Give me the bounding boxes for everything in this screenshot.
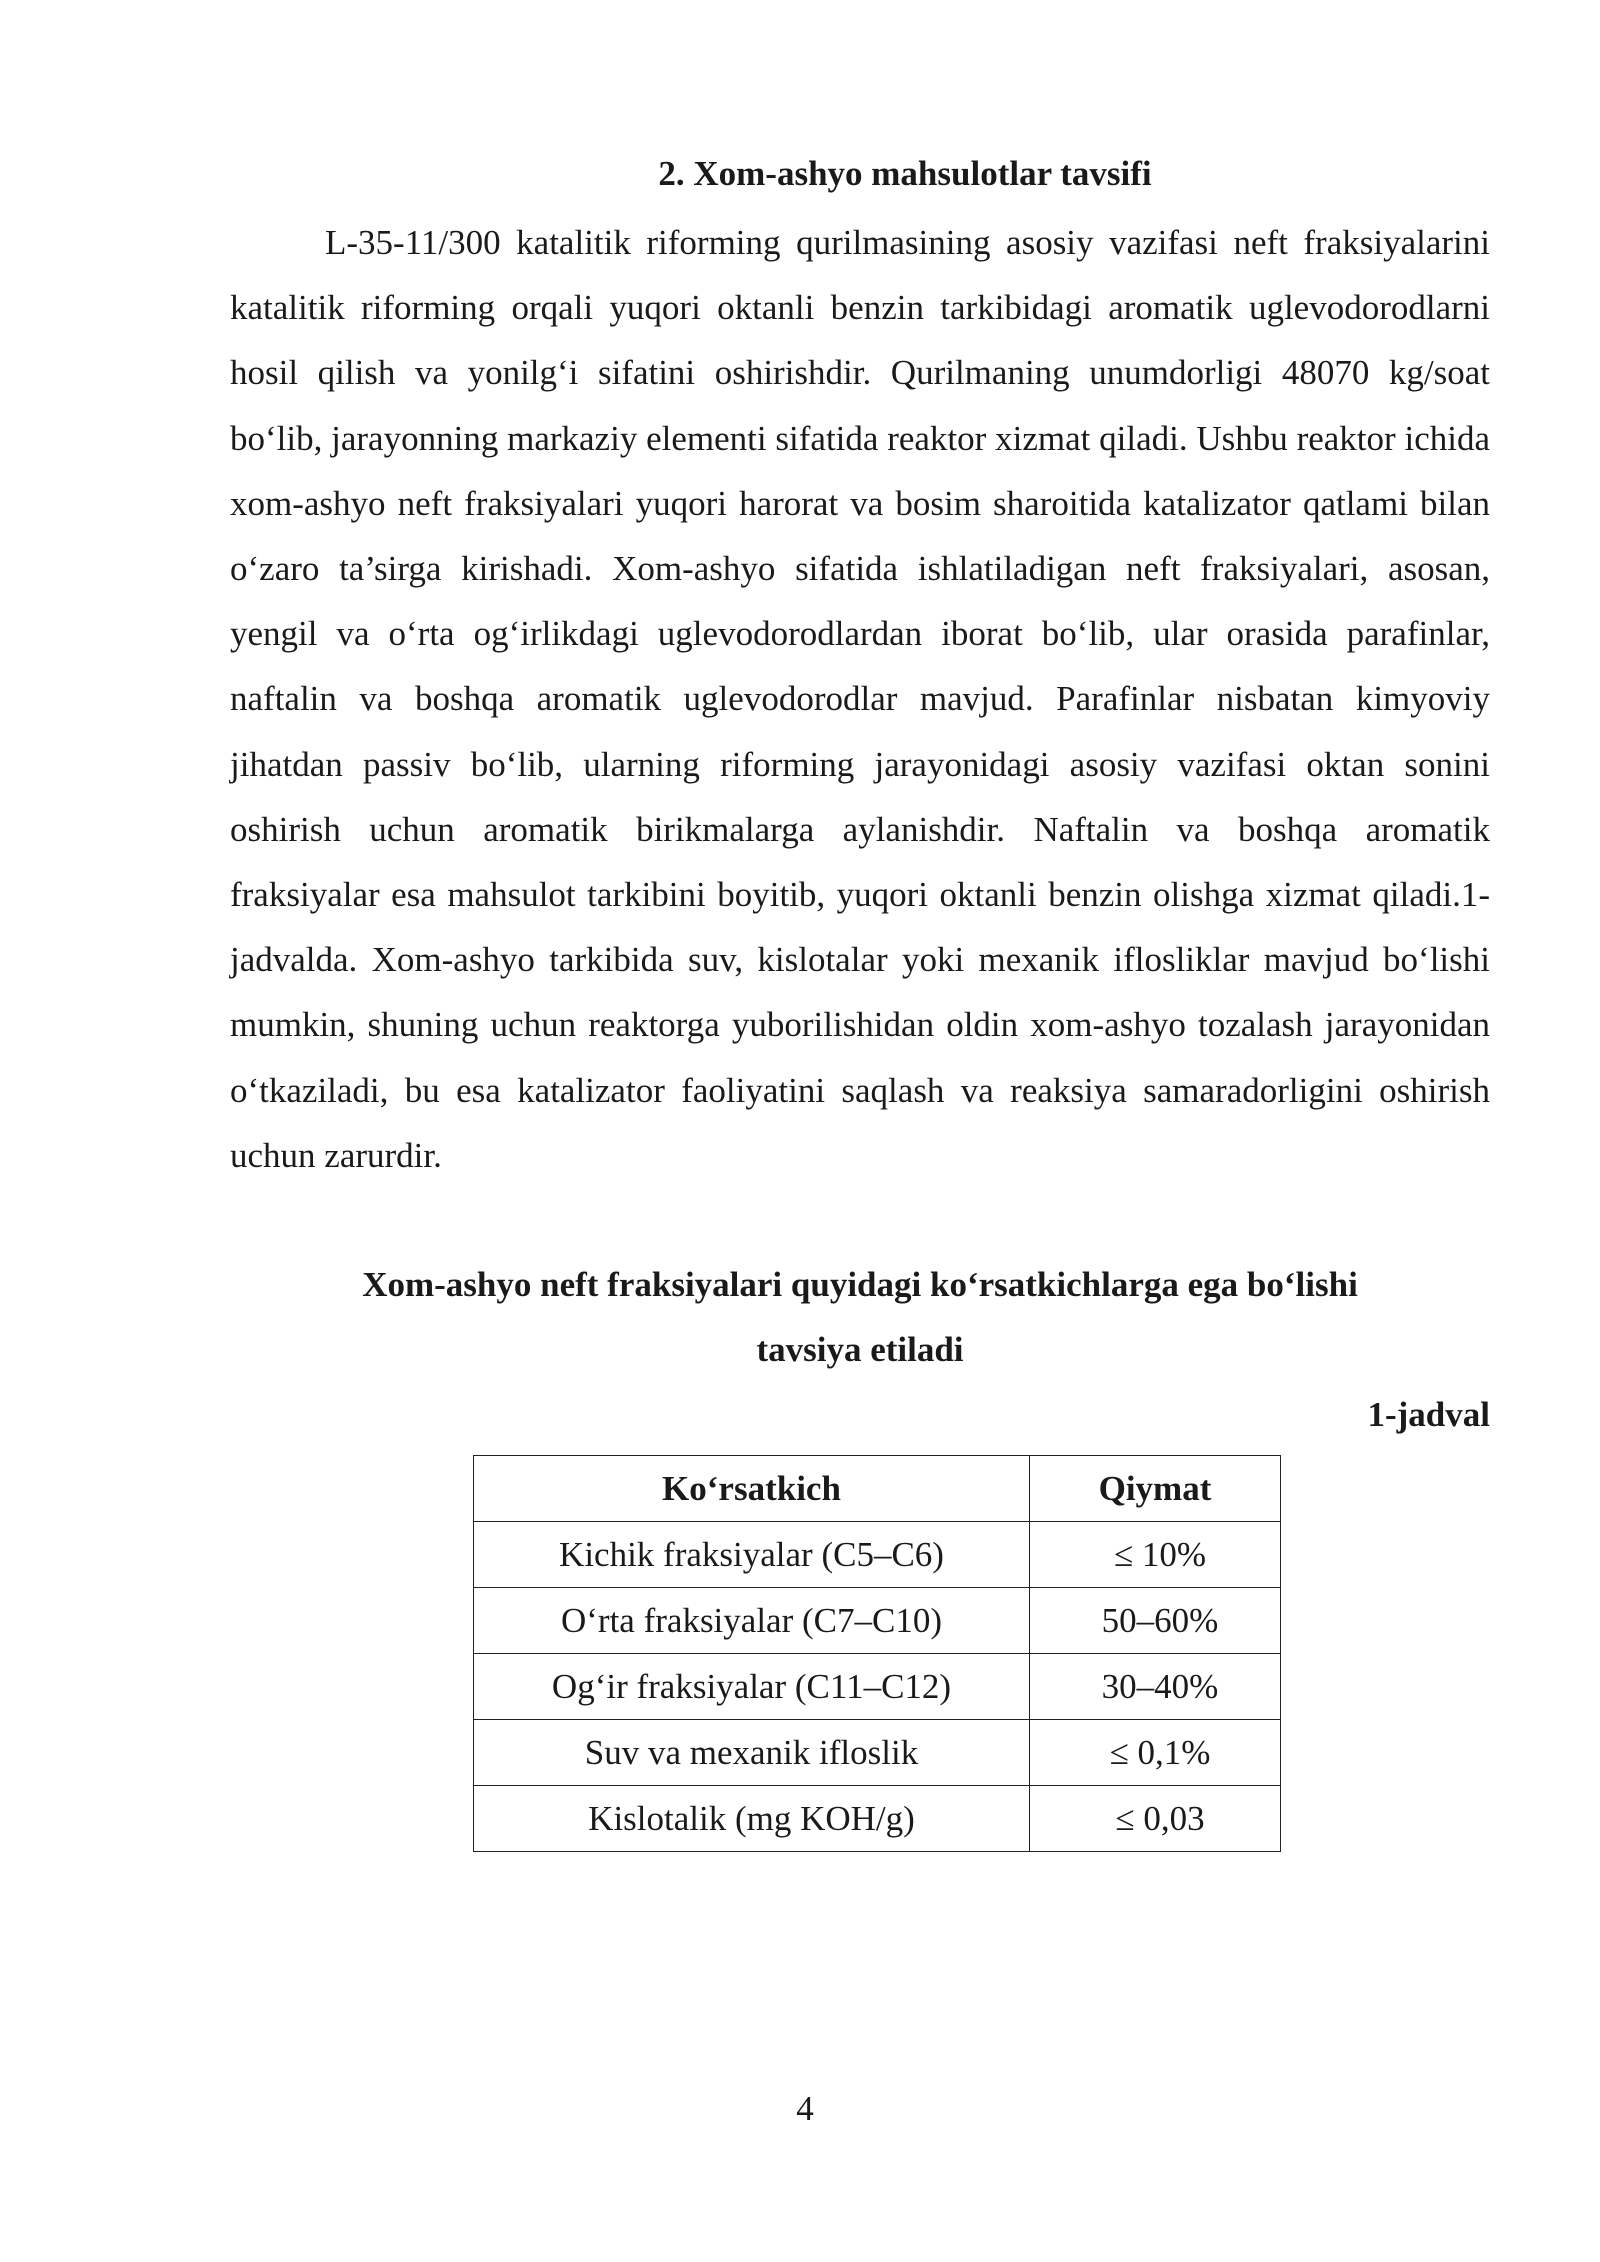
table-row [474, 1522, 1281, 1588]
row-label: Kislotalik (mg KOH/g) [474, 1786, 1030, 1852]
body-paragraph: L-35-11/300 katalitik riforming qurilmasining asosiy vazifasi neft fraksiyalarini katalitik riforming orqali yuqori oktanli benzin tarkibidagi aromatik uglevodorodlarni hosil qilish va yonilg‘i sifatini oshirishdir. Qurilmaning unumdorligi 48070 kg/soat bo‘lib, jarayonning markaziy elementi sifatida reaktor xizmat qiladi. Ushbu reaktor ichida xom-ashyo neft fraksiyalari yuqori harorat va bosim sharoitida katalizator qatlami bilan o‘zaro ta’sirga kirishadi. Xom-ashyo sifatida ishlatiladigan neft fraksiyalari, asosan, yengil va o‘rta og‘irlikdagi uglevodorodlardan iborat bo‘lib, ular orasida parafinlar, naftalin va boshqa aromatik uglevodorodlar mavjud. Parafinlar nisbatan kimyoviy jihatdan passiv bo‘lib, ularning riforming jarayonidagi asosiy vazifasi oktan sonini oshirish uchun aromatik birikmalarga aylanishdir. Naftalin va boshqa aromatik fraksiyalar esa mahsulot tarkibini boyitib, yuqori oktanli benzin olishga xizmat qiladi.1-jadvalda. Xom-ashyo tarkibida suv, kislotalar yoki mexanik iflosliklar mavjud bo‘lishi mumkin, shuning uchun reaktorga yuborilishidan oldin xom-ashyo tozalash jarayonidan o‘tkaziladi, bu esa katalizator faoliyatini saqlash va reaksiya samaradorligini oshirish uchun zarurdir. [230, 223, 1490, 1175]
properties-table [473, 1455, 1281, 1852]
row-value: 50–60% [1030, 1588, 1281, 1654]
table-row [474, 1654, 1281, 1720]
row-label: Suv va mexanik ifloslik [474, 1720, 1030, 1786]
page-number: 4 [796, 2089, 814, 2128]
table-header-row [474, 1456, 1281, 1522]
row-value: 30–40% [1030, 1654, 1281, 1720]
row-value: ≤ 10% [1030, 1522, 1281, 1588]
table-title: Xom-ashyo neft fraksiyalari quyidagi ko‘rsatkichlarga ega bo‘lishi tavsiya etiladi [362, 1265, 1358, 1369]
table-row [474, 1786, 1281, 1852]
table-row [474, 1720, 1281, 1786]
column-header-indicator: Ko‘rsatkich [474, 1456, 1030, 1522]
row-label: Kichik fraksiyalar (C5–C6) [474, 1522, 1030, 1588]
table-number: 1-jadval [1367, 1395, 1490, 1434]
row-value: ≤ 0,03 [1030, 1786, 1281, 1852]
column-header-value: Qiymat [1030, 1456, 1281, 1522]
row-label: Og‘ir fraksiyalar (C11–C12) [474, 1654, 1030, 1720]
section-heading: 2. Xom-ashyo mahsulotlar tavsifi [658, 154, 1152, 193]
row-label: O‘rta fraksiyalar (C7–C10) [474, 1588, 1030, 1654]
table-row [474, 1588, 1281, 1654]
row-value: ≤ 0,1% [1030, 1720, 1281, 1786]
